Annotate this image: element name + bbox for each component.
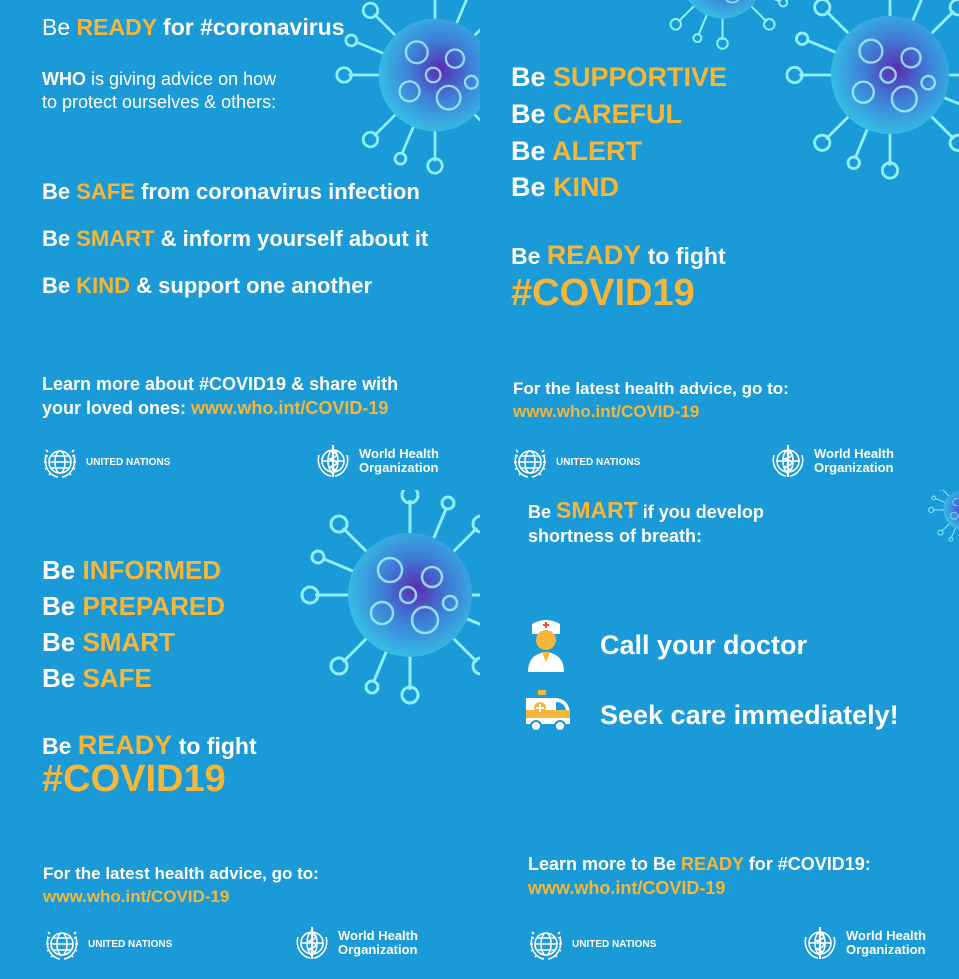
- un-emblem-icon: [510, 442, 550, 482]
- fight-highlight: READY: [546, 240, 642, 270]
- who-logo-line1: World Health: [814, 446, 894, 461]
- virus-illustration: [928, 490, 959, 545]
- who-logo: [313, 441, 439, 481]
- fight-pre: Be: [511, 243, 547, 269]
- panel3-item: [42, 555, 221, 586]
- panel3-item: [42, 591, 225, 622]
- panel3-item: [42, 627, 175, 658]
- item-pre: Be: [42, 663, 83, 693]
- intro-line2: to protect ourselves & others:: [42, 92, 277, 112]
- item-highlight: SMART: [82, 627, 175, 657]
- headline-highlight: SMART: [556, 497, 638, 523]
- panel3-fight: [42, 730, 257, 761]
- virus-illustration: [300, 490, 480, 705]
- panel2-fight: [511, 240, 726, 271]
- item-post: & inform yourself about it: [154, 226, 429, 251]
- intro-line1: is giving advice on how: [86, 69, 277, 89]
- item-highlight: INFORMED: [82, 555, 222, 585]
- headline-pre: Be: [528, 502, 557, 522]
- panel3-item: [42, 663, 152, 694]
- item-highlight: SUPPORTIVE: [553, 62, 728, 92]
- who-logo: [292, 923, 418, 963]
- panel1-item-kind: [42, 273, 372, 299]
- un-logo: [42, 924, 172, 964]
- footer-pre: Learn more to Be: [528, 854, 682, 874]
- who-url-link[interactable]: www.who.int/COVID-19: [43, 887, 230, 906]
- item-pre: Be: [42, 179, 77, 204]
- item-highlight: KIND: [76, 273, 131, 298]
- panel1-footer: [42, 372, 398, 420]
- headline-post: for #coronavirus: [156, 14, 345, 40]
- panel2-item: [511, 136, 642, 167]
- footer-post: for #COVID19:: [743, 854, 871, 874]
- fight-post: to fight: [641, 243, 726, 269]
- item-highlight: SMART: [76, 226, 155, 251]
- seek-care-label: Seek care immediately!: [600, 700, 899, 730]
- un-logo-text: UNITED NATIONS: [86, 456, 171, 468]
- who-logo-line1: World Health: [846, 928, 926, 943]
- fight-post: to fight: [172, 733, 257, 759]
- who-logo: [800, 923, 926, 963]
- un-logo: [526, 924, 656, 964]
- panel1-item-safe: [42, 179, 420, 205]
- panel-be-smart-breath: [480, 490, 959, 979]
- panel-be-ready-coronavirus: [0, 0, 480, 490]
- who-emblem-icon: [313, 441, 353, 481]
- item-pre: Be: [42, 273, 77, 298]
- who-label: WHO: [42, 69, 86, 89]
- fight-highlight: READY: [77, 730, 173, 760]
- item-post: from coronavirus infection: [134, 179, 420, 204]
- who-url-link[interactable]: www.who.int/COVID-19: [191, 398, 389, 418]
- fight-pre: Be: [42, 733, 78, 759]
- call-doctor-label: Call your doctor: [600, 630, 808, 660]
- panel1-item-smart: [42, 226, 428, 252]
- headline-line2: shortness of breath:: [528, 526, 703, 546]
- un-emblem-icon: [526, 924, 566, 964]
- un-logo: [510, 442, 640, 482]
- headline-pre: Be: [42, 14, 77, 40]
- who-logo-line2: Organization: [814, 460, 894, 475]
- un-emblem-icon: [40, 442, 80, 482]
- advice-text: For the latest health advice, go to:: [513, 379, 789, 398]
- headline-highlight: READY: [76, 14, 157, 40]
- un-logo-text: UNITED NATIONS: [88, 938, 173, 950]
- panel3-hashtag: #COVID19: [42, 758, 226, 800]
- who-logo: [768, 441, 894, 481]
- who-logo-line1: World Health: [359, 446, 439, 461]
- who-logo-line2: Organization: [338, 942, 418, 957]
- item-pre: Be: [42, 627, 83, 657]
- who-url-link[interactable]: www.who.int/COVID-19: [528, 878, 726, 898]
- panel4-headline: [528, 498, 764, 548]
- headline-post: if you develop: [637, 502, 764, 522]
- item-post: & support one another: [130, 273, 373, 298]
- un-logo: [40, 442, 170, 482]
- un-emblem-icon: [42, 924, 82, 964]
- item-pre: Be: [511, 172, 554, 202]
- who-emblem-icon: [768, 441, 808, 481]
- panel2-item: [511, 172, 619, 203]
- un-logo-text: UNITED NATIONS: [572, 938, 657, 950]
- who-url-link[interactable]: www.who.int/COVID-19: [513, 402, 700, 421]
- item-pre: Be: [511, 136, 553, 166]
- virus-illustration: [650, 0, 795, 50]
- who-emblem-icon: [292, 923, 332, 963]
- who-emblem-icon: [800, 923, 840, 963]
- panel2-advice: [513, 377, 789, 423]
- item-pre: Be: [42, 226, 77, 251]
- item-highlight: ALERT: [552, 136, 643, 166]
- ambulance-icon: [524, 690, 572, 734]
- footer-highlight: READY: [681, 854, 744, 874]
- who-logo-line1: World Health: [338, 928, 418, 943]
- panel1-headline: [42, 14, 345, 41]
- panel1-intro: [42, 68, 276, 114]
- doctor-icon: [524, 618, 568, 672]
- panel-be-informed: [0, 490, 480, 979]
- panel2-item: [511, 99, 682, 130]
- footer-line1: Learn more about #COVID19 & share with: [42, 374, 399, 394]
- item-pre: Be: [42, 555, 83, 585]
- footer-line2: your loved ones:: [42, 398, 192, 418]
- item-highlight: CAREFUL: [553, 99, 683, 129]
- item-pre: Be: [511, 99, 554, 129]
- who-logo-line2: Organization: [846, 942, 926, 957]
- item-highlight: SAFE: [76, 179, 135, 204]
- panel2-hashtag: #COVID19: [511, 272, 695, 314]
- who-logo-line2: Organization: [359, 460, 439, 475]
- advice-text: For the latest health advice, go to:: [43, 864, 319, 883]
- item-pre: Be: [511, 62, 554, 92]
- item-highlight: SAFE: [82, 663, 152, 693]
- virus-illustration: [335, 0, 480, 175]
- un-logo-text: UNITED NATIONS: [556, 456, 641, 468]
- panel3-advice: [43, 862, 319, 908]
- item-pre: Be: [42, 591, 83, 621]
- virus-illustration: [785, 0, 959, 180]
- item-highlight: KIND: [553, 172, 620, 202]
- item-highlight: PREPARED: [82, 591, 226, 621]
- panel-be-supportive: [480, 0, 959, 490]
- panel2-item: [511, 62, 727, 93]
- panel4-footer: [528, 852, 871, 900]
